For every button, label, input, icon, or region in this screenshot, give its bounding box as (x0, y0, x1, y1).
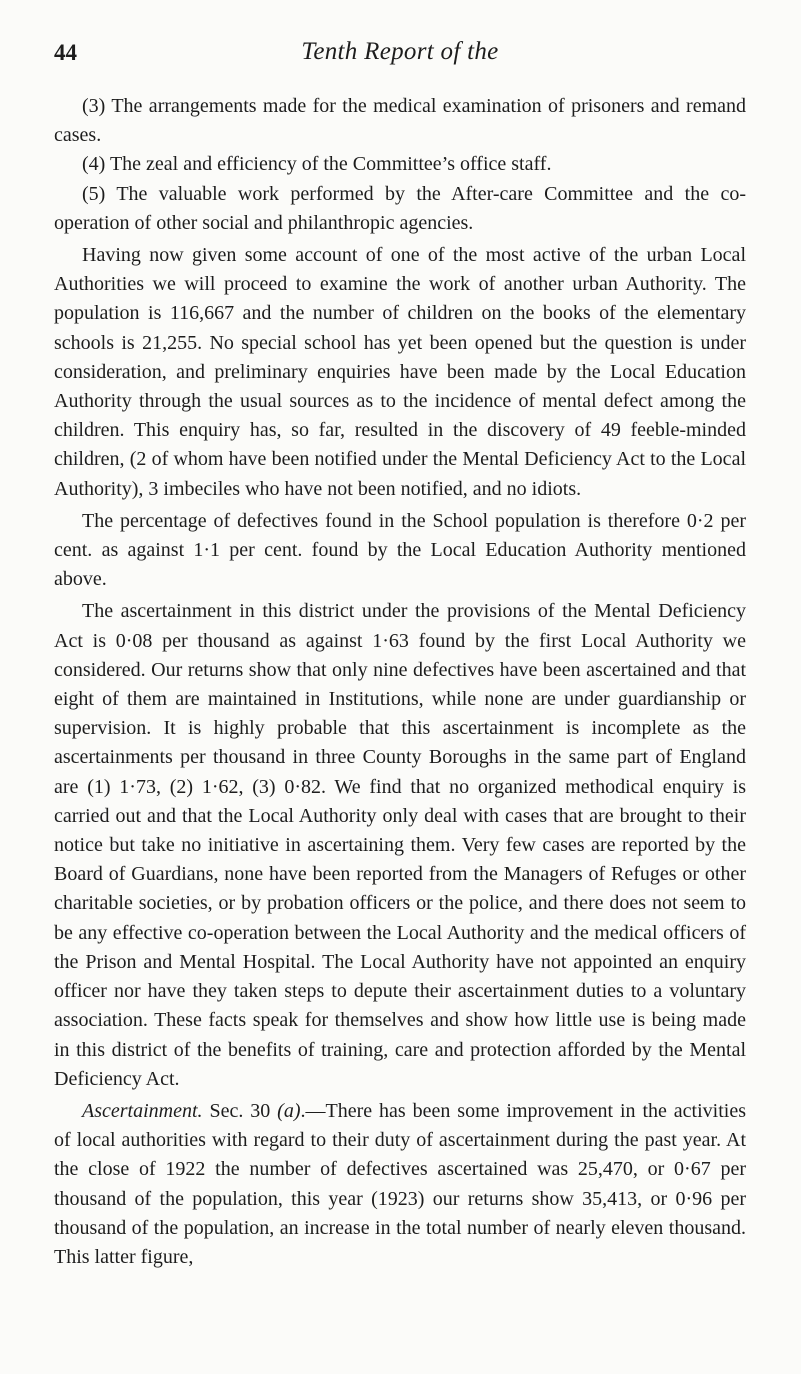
subsection-label: (a) (277, 1099, 301, 1122)
list-item: (4) The zeal and efficiency of the Committee’s office staff. (82, 153, 552, 176)
section-reference: Sec. 30 (209, 1099, 271, 1122)
page-header (54, 40, 746, 82)
report-page (54, 40, 746, 1272)
page-number: 44 (54, 40, 77, 65)
paragraph-text: .—There has been some improvement in the activities of local authorities with regard to their duty of ascertainment during the past year. At the close of 1922 the number of defectives ascertained was 25,470, or 0·67 per thousand of the population, this year (1923) our returns show 35,413, or 0·96 per thousand of the population, an increase in the total number of nearly eleven thousand. This latter figure, (54, 1099, 746, 1268)
paragraph: The ascertainment in this district under the provisions of the Mental Deficiency Act is 0·08 per thousand as against 1·63 found by the first Local Authority we considered. Our returns show that only nine defectives have been ascertained and that eight of them are maintained in Institutions, while none are under guardianship or supervision. It is highly probable that this ascertainment is incomplete as the ascertainments per thousand in three County Boroughs in the same part of England are (1) 1·73, (2) 1·62, (3) 0·82. We find that no organized methodical enquiry is carried out and that the Local Authority only deal with cases that are brought to their notice but take no initiative in ascertaining them. Very few cases are reported by the Board of Guardians, none have been reported from the Managers of Refuges or other charitable societies, or by probation officers or the police, and there does not seem to be any effective co-operation between the Local Authority and the medical officers of the Prison and Mental Hospital. The Local Authority have not appointed an enquiry officer nor have they taken steps to depute their ascertainment duties to a voluntary association. These facts speak for themselves and show how little use is being made in this district of the benefits of training, care and protection afforded by the Mental Deficiency Act. (54, 600, 746, 1090)
section-heading: Ascertainment. (82, 1099, 203, 1122)
paragraph: The percentage of defectives found in the School population is therefore 0·2 per cent. as against 1·1 per cent. found by the Local Education Authority mentioned above. (54, 509, 746, 591)
ascertainment-paragraph (54, 1097, 746, 1272)
running-title: Tenth Report of the (301, 38, 499, 65)
list-item: (5) The valuable work performed by the After-care Committee and the co-operation of other social and philanthropic agencies. (54, 182, 746, 234)
body-text (54, 92, 746, 1272)
list-item: (3) The arrangements made for the medical examination of prisoners and remand cases. (54, 95, 746, 147)
paragraph: Having now given some account of one of the most active of the urban Local Authorities we will proceed to examine the work of another urban Authority. The population is 116,667 and the number of children on the books of the elementary schools is 21,255. No special school has yet been opened but the question is under consideration, and preliminary enquiries have been made by the Local Education Authority through the usual sources as to the incidence of mental defect among the children. This enquiry has, so far, resulted in the discovery of 49 feeble-minded children, (2 of whom have been notified under the Mental Deficiency Act to the Local Authority), 3 imbeciles who have not been notified, and no idiots. (54, 244, 746, 500)
